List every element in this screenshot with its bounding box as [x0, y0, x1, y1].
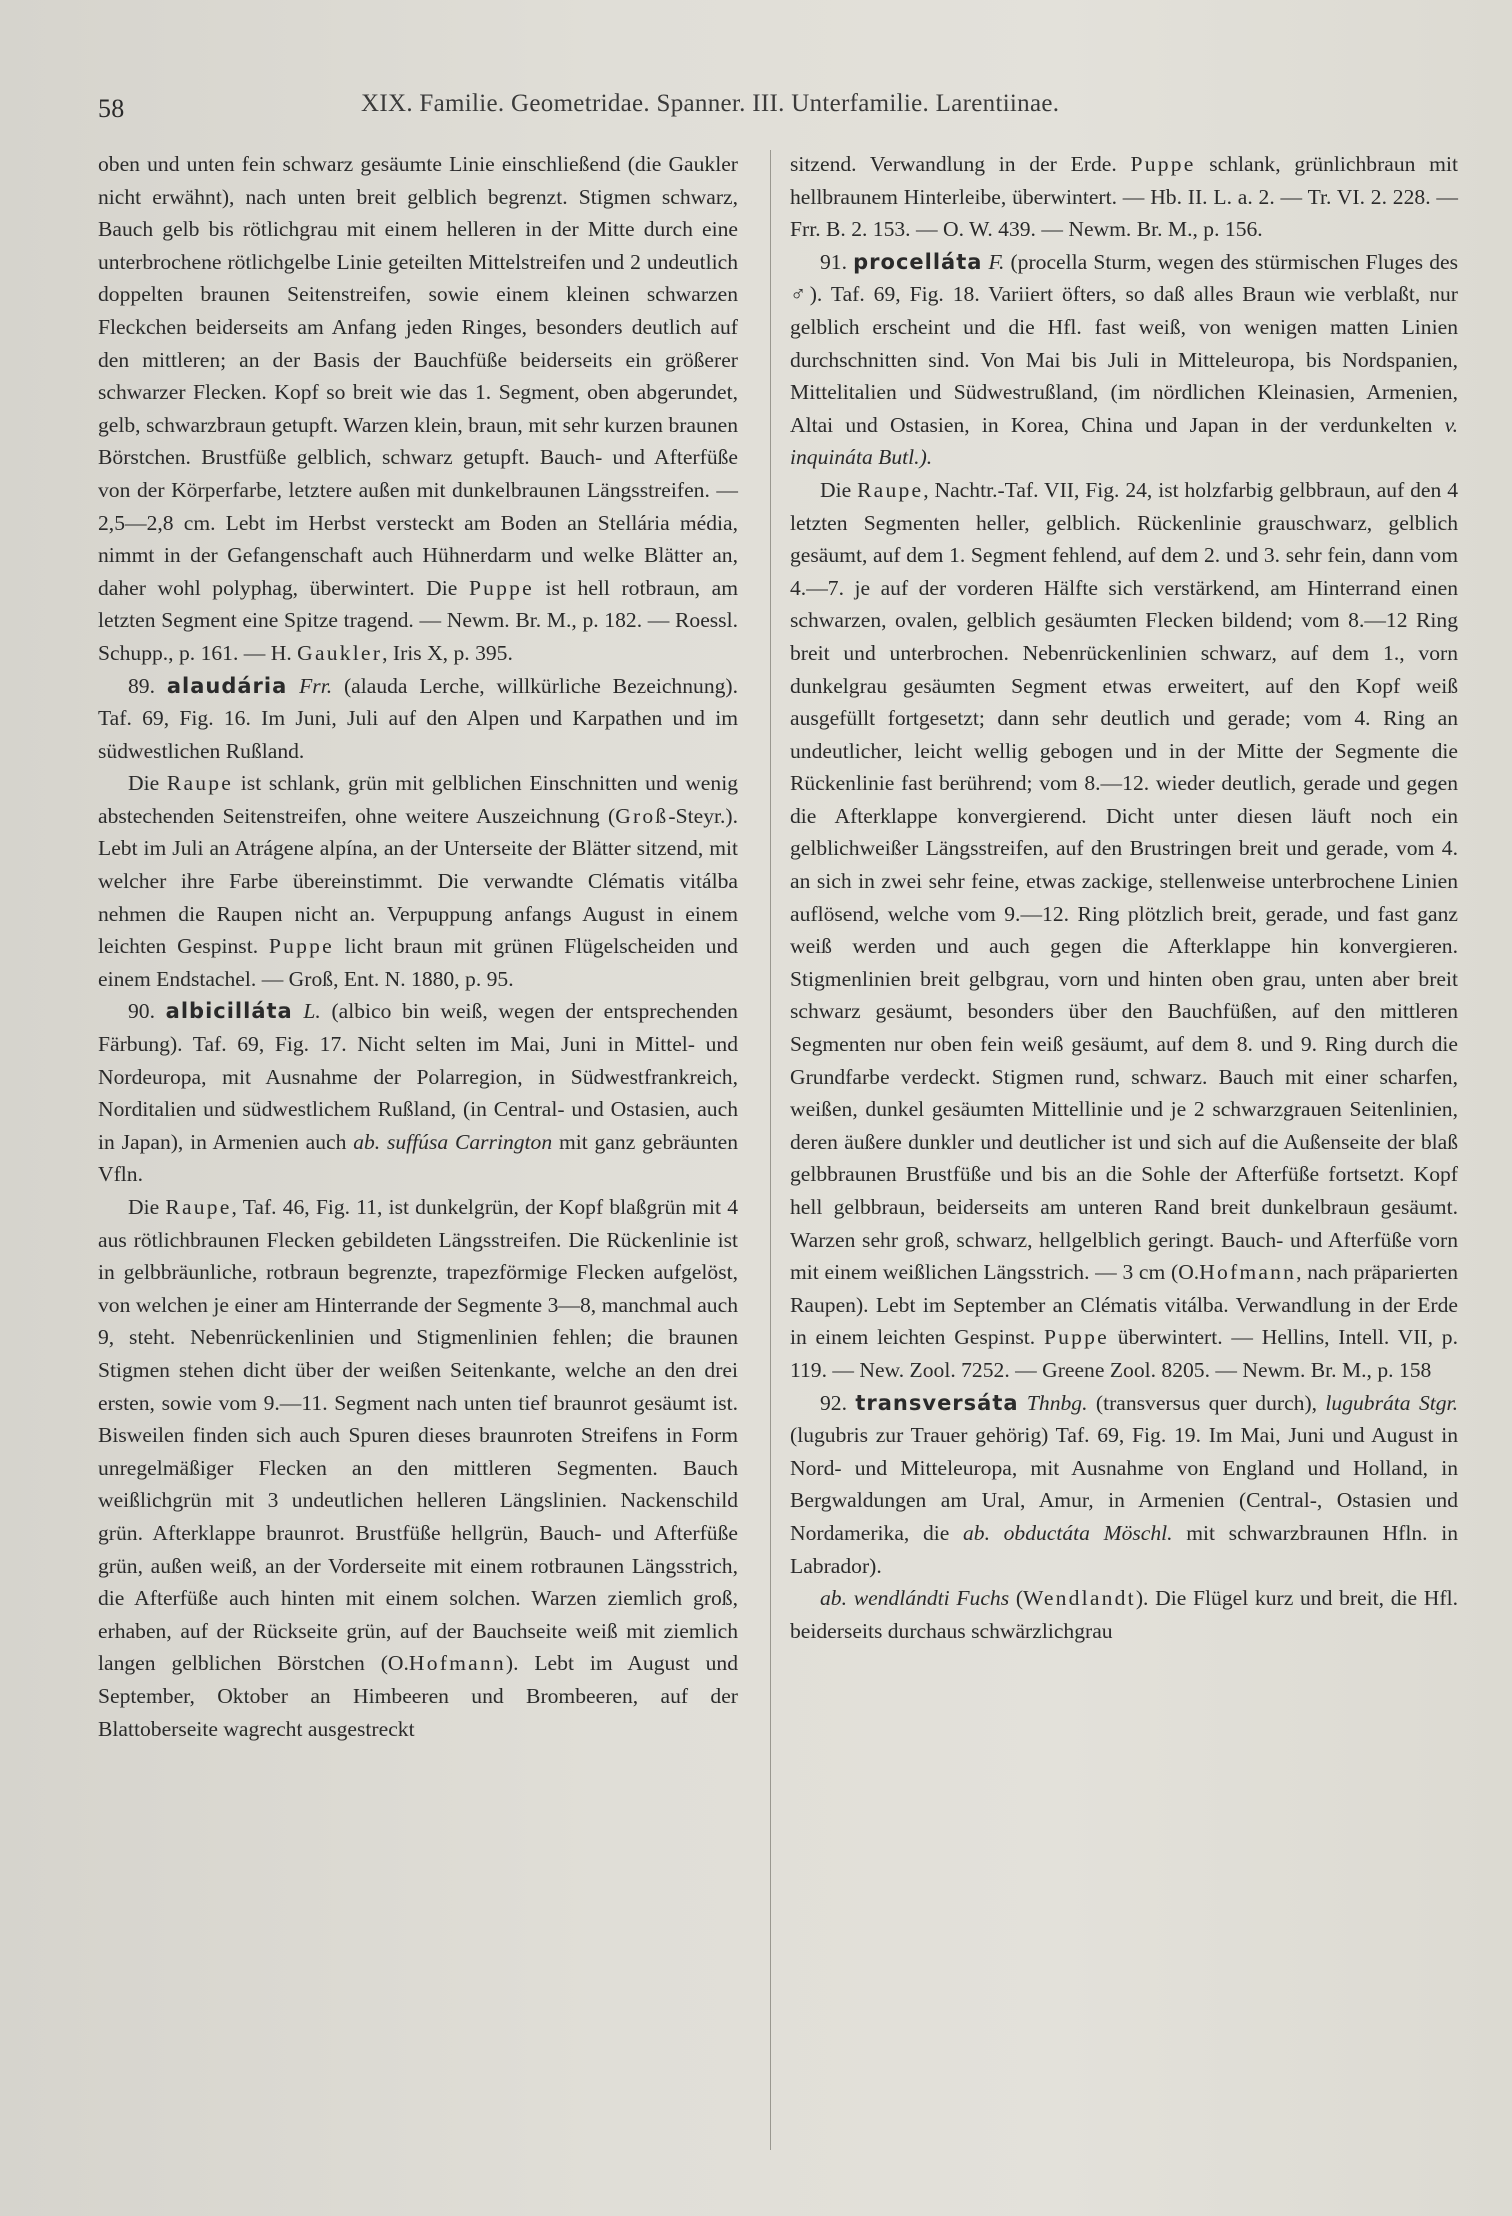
text: ist schlank, grün mit gelblichen Einschnitten und wenig abstechenden Seitenstreifen, ohne weitere Auszeichnung (: [98, 771, 738, 828]
term-puppe: Puppe: [268, 934, 334, 959]
species-name: transversáta: [855, 1390, 1019, 1415]
text: ). Lebt im August und September, Oktober an Himbeeren und Brombeeren, auf der Blattoberseite wagrecht ausgestreckt: [98, 1651, 739, 1741]
author-hofmann: Hofmann: [408, 1651, 506, 1676]
term-puppe: Puppe: [1043, 1325, 1109, 1350]
species-number: 89.: [128, 673, 155, 698]
text: ). Die Flügel kurz und breit, die Hfl. beiderseits durchaus schwärzlichgrau: [790, 1586, 1458, 1643]
variety-name: v. inquináta Butl.).: [790, 412, 1458, 470]
species-90-entry: [98, 995, 738, 1191]
text: (transversus quer durch),: [1095, 1390, 1318, 1415]
term-raupe: Raupe: [857, 477, 924, 502]
species-name: procelláta: [853, 249, 983, 274]
aberration-name: ab. obductáta Möschl.: [962, 1520, 1173, 1545]
text: sitzend. Verwandlung in der Erde.: [790, 152, 1117, 176]
species-92-entry: [790, 1387, 1458, 1583]
aberration-name: ab. wendlándti Fuchs: [820, 1586, 1010, 1611]
text: (alauda Lerche, willkürliche Bezeichnung). Taf. 69, Fig. 16. Im Juni, Juli auf den Alpen und Karpathen und im südwestlichen Rußland.: [98, 673, 738, 763]
species-author: Frr.: [299, 673, 333, 698]
species-91-entry: [790, 246, 1458, 474]
species-89-entry: [98, 670, 738, 768]
text: -Steyr.). Lebt im Juli an Atrágene alpína, an der Unterseite der Blätter sitzend, mit welcher ihre Farbe übereinstimmt. Die verwandte Clématis vitálba nehmen die Raupen nicht an. Verpuppung anfangs August in einem leichten Gespinst.: [98, 803, 738, 959]
synonym-name: lugubráta Stgr.: [1325, 1390, 1458, 1415]
species-name: alaudária: [166, 673, 288, 698]
text: überwintert. — Hellins, Intell. VII, p. 119. — New. Zool. 7252. — Greene Zool. 8205. — Newm. Br. M., p. 158: [790, 1325, 1458, 1382]
species-author: F.: [988, 249, 1005, 274]
author-wendlandt: Wendlandt: [1023, 1586, 1136, 1611]
species-92-aberration: [790, 1582, 1458, 1647]
aberration-name: ab. suffúsa Carrington: [353, 1129, 553, 1154]
text: (: [1015, 1586, 1024, 1611]
species-number: 91.: [820, 249, 847, 274]
right-column: [790, 148, 1458, 1647]
page-number: 58: [98, 94, 125, 123]
continuation-paragraph: [98, 148, 738, 670]
species-89-larva: [98, 767, 738, 995]
text: , Nachtr.-Taf. VII, Fig. 24, ist holzfarbig gelbbraun, auf den 4 letzten Segmenten heller, gelblich. Rückenlinie grauschwarz, gelblich gesäumt, auf dem 1. Segment fehlend, auf dem 2. und 3. sehr fein, dann vom 4.—7. je auf der vorderen Hälfte sich verstärkend, am Hinterrand einen schwarzen, ovalen, gelblich gesäumten Flecken bildend; vom 8.—12 Ring breit und unterbrochen. Nebenrückenlinien schwarz, auf dem 1., vorn dunkelgrau gesäumten Segment etwas erweitert, auf den Kopf weiß ausgefüllt fortgesetzt; dann sehr deutlich und gerade; vom 4. Ring an undeutlicher, leicht wellig gebogen und in der Mitte der Segmente die Rückenlinie fast berührend; vom 8.—12. wieder deutlich, gerade und gegen die Afterklappe konvergierend. Dicht unter diesen läuft noch ein gelblichweißer Längsstreifen, auf den Brustringen breit und gerade, vom 4. an sich in zwei sehr feine, etwas zackige, stellenweise unterbrochene Linien auflösend, welche vom 9.—12. Ring plötzlich breit, gerade, und fast ganz weiß werden und auch gegen die Afterklappe hin konvergieren. Stigmenlinien breit gelbgrau, vorn und hinten oben grau, unten aber breit schwarz gesäumt, besonders über den Bauchfüßen, auf den mittleren Segmenten nur oben fein weiß gesäumt, auf dem 8. und 9. Ring durch die Grundfarbe verdeckt. Stigmen rund, schwarz. Bauch mit einer scharfen, weißen, dunkel gesäumten Mittellinie und je 2 schwarzgrauen Seitenlinien, deren äußere dunkler und deutlicher ist und sich auf die Außenseite der blaß gelbbraunen Brustfüße und bis an die Sohle der Afterfüße fortsetzt. Kopf hell gelbbraun, beiderseits am unteren Rand breit dunkelbraun gesäumt. Warzen sehr groß, schwarz, hellgelblich geringt. Bauch- und Afterfüße vorn mit einem weißlichen Längsstrich. — 3 cm (O.: [790, 477, 1458, 1285]
text: mit schwarzbraunen Hfln. in Labrador).: [790, 1520, 1459, 1578]
left-column: [98, 148, 738, 1745]
author-hofmann: Hofmann: [1199, 1260, 1297, 1285]
text: Die: [820, 477, 852, 502]
author-gross: Groß: [615, 803, 669, 828]
text: mit ganz gebräunten Vfln.: [98, 1129, 739, 1187]
text: ist hell rotbraun, am letzten Segment eine Spitze tragend. — Newm. Br. M., p. 182. — Roessl. Schupp., p. 161. — H.: [98, 575, 738, 665]
species-author: Thnbg.: [1026, 1390, 1088, 1415]
term-puppe: Puppe: [468, 575, 534, 600]
text: Die: [128, 771, 160, 796]
species-91-larva: [790, 474, 1458, 1387]
species-number: 90.: [128, 999, 155, 1024]
species-name: albicilláta: [165, 999, 293, 1024]
text: (procella Sturm, wegen des stürmischen Fluges des ♂). Taf. 69, Fig. 18. Variiert öfters, so daß alles Braun wie verblaßt, nur gelblich erscheint und die Hfl. fast weiß, von wenigen matten Linien durchschnitten sind. Von Mai bis Juli in Mitteleuropa, bis Nordspanien, Mittelitalien und Südwestrußland, (im nördlichen Kleinasien, Armenien, Altai und Ostasien, in Korea, China und Japan in der verdunkelten: [790, 249, 1458, 437]
term-puppe: Puppe: [1130, 152, 1196, 176]
author-gaukler: Gaukler: [297, 640, 383, 665]
text: (lugubris zur Trauer gehörig) Taf. 69, Fig. 19. Im Mai, Juni und August in Nord- und Mitteleuropa, mit Ausnahme von England und Holland, in Bergwaldungen am Ural, Amur, in Armenien (Central-, Ostasien und Nordamerika, die: [790, 1423, 1458, 1545]
page-header: [98, 88, 1452, 128]
text: oben und unten fein schwarz gesäumte Linie einschließend (die Gaukler nicht erwähnt), nach unten breit gelblich begrenzt. Stigmen schwarz, Bauch gelb bis rötlichgrau mit einem helleren in der Mitte durch eine unterbrochene rötlichgelbe Linie geteilten Mittelstreifen und 2 undeutlich doppelten braunen Seitenstreifen, sowie einem kleinen schwarzen Fleckchen beiderseits am Anfang jeden Ringes, besonders deutlich auf den mittleren; an der Basis der Bauchfüße beiderseits ein größerer schwarzer Flecken. Kopf so breit wie das 1. Segment, oben abgerundet, gelb, schwarzbraun getupft. Warzen klein, braun, mit sehr kurzen braunen Börstchen. Brustfüße gelblich, schwarz getupft. Bauch- und Afterfüße von der Körperfarbe, letztere außen mit dunkelbraunen Längsstreifen. — 2,5—2,8 cm. Lebt im Herbst versteckt am Boden an Stellária média, nimmt in der Gefangenschaft auch Hühnerdarm und welke Blätter an, daher wohl polyphag, überwintert. Die: [98, 152, 738, 600]
running-head: XIX. Familie. Geometridae. Spanner. III. Unterfamilie. Larentiinae.: [361, 90, 1060, 117]
text: schlank, grünlichbraun mit hellbraunem Hinterleibe, überwintert. — Hb. II. L. a. 2. — Tr. VI. 2. 228. — Frr. B. 2. 153. — O. W. 439. — Newm. Br. M., p. 156.: [790, 152, 1458, 242]
term-raupe: Raupe: [165, 1195, 232, 1219]
species-90-larva: [98, 1191, 738, 1745]
text: , Iris X, p. 395.: [382, 640, 513, 665]
continuation-paragraph: [790, 148, 1458, 246]
text: , nach präparierten Raupen). Lebt im September an Clématis vitálba. Verwandlung in der Erde in einem leichten Gespinst.: [790, 1260, 1458, 1350]
text: Die: [128, 1195, 160, 1219]
column-divider: [770, 150, 771, 2150]
term-raupe: Raupe: [166, 771, 234, 796]
text: , Taf. 46, Fig. 11, ist dunkelgrün, der Kopf blaßgrün mit 4 aus rötlichbraunen Flecken gebildeten Längsstreifen. Die Rückenlinie ist in gelbbräunliche, rotbraun begrenzte, trapezförmige Flecken aufgelöst, von welchen je einer am Hinterrande der Segmente 3—8, manchmal auch 9, steht. Nebenrückenlinien und Stigmenlinien fehlen; die braunen Stigmen stehen dicht über der weißen Seitenkante, welche an den drei ersten, sowie vom 9.—11. Segment nach unten tief braunrot gesäumt ist. Bisweilen finden sich auch Spuren dieses braunroten Streifens in Form unregelmäßiger Flecken an den mittleren Segmenten. Bauch weißlichgrün mit 3 undeutlichen helleren Längslinien. Nackenschild grün. Afterklappe braunrot. Brustfüße hellgrün, Bauch- und Afterfüße grün, außen weiß, an der Vorderseite mit einem rotbraunen Längsstrich, die Afterfüße auch hinten mit einem solchen. Warzen ziemlich groß, erhaben, auf der Rückseite grün, auf der Bauchseite weiß mit ziemlich langen gelblichen Börstchen (O.: [98, 1195, 738, 1676]
text: (albico bin weiß, wegen der entsprechenden Färbung). Taf. 69, Fig. 17. Nicht selten im Mai, Juni in Mittel- und Nordeuropa, mit Ausnahme der Polarregion, in Südwestfrankreich, Norditalien und südwestlichem Rußland, (in Central- und Ostasien, auch in Japan), in Armenien auch: [98, 999, 738, 1154]
species-number: 92.: [820, 1390, 847, 1415]
species-author: L.: [303, 999, 321, 1024]
text: licht braun mit grünen Flügelscheiden und einem Endstachel. — Groß, Ent. N. 1880, p. 95.: [98, 934, 738, 991]
